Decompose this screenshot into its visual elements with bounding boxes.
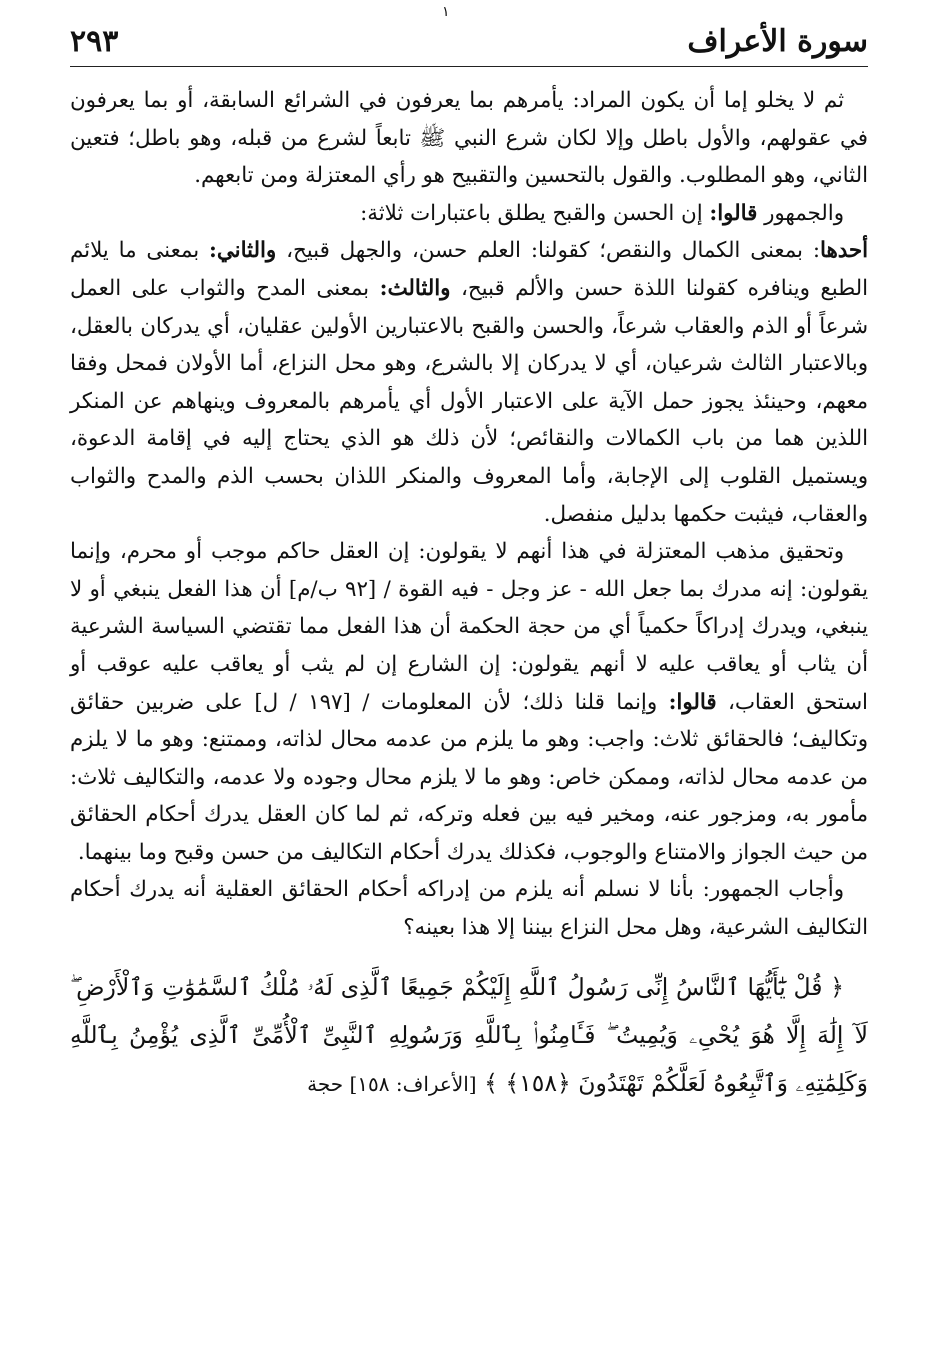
paragraph-2-text: إن الحسن والقبح يطلق باعتبارات ثلاثة: — [360, 200, 703, 226]
quran-quote — [70, 963, 868, 1108]
paragraph-3-text-b: بمعنى ما يلائم الطبع وينافره كقولنا اللذة حسن والألم قبيح، — [70, 238, 868, 301]
footnote-marker: ١ — [442, 4, 450, 20]
paragraph-2-lead: والجمهور — [764, 200, 844, 226]
quran-verse: ﴿ قُلْ يَٰٓأَيُّهَا ٱلنَّاسُ إِنِّى رَسُولُ ٱللَّهِ إِلَيْكُمْ جَمِيعًا ٱلَّذِى لَهُۥ مُلْكُ ٱلسَّمَٰوَٰتِ وَٱلْأَرْضِ ۖ لَآ إِلَٰهَ إِلَّا هُوَ يُحْىِۦ وَيُمِيتُ ۖ فَـَٔامِنُوا۟ بِٱللَّهِ وَرَسُولِهِ ٱلنَّبِىِّ ٱلْأُمِّىِّ ٱلَّذِى يُؤْمِنُ بِٱللَّهِ وَكَلِمَٰتِهِۦ وَٱتَّبِعُوهُ لَعَلَّكُمْ تَهْتَدُونَ ﴿١٥٨﴾ ﴾ — [70, 972, 868, 1097]
paragraph-5-text: وأجاب الجمهور: بأنا لا نسلم أنه يلزم من إدراكه أحكام الحقائق العقلية أنه يدرك أحكام التكاليف الشرعية، وهل محل النزاع بيننا إلا هذا بعينه؟ — [70, 877, 868, 941]
keyword-first: أحدها — [820, 238, 868, 264]
quran-reference: [الأعراف: ١٥٨] حجة — [307, 1071, 477, 1096]
paragraph-1 — [70, 82, 868, 195]
keyword-third: والثالث: — [379, 275, 451, 301]
paragraph-5 — [70, 871, 868, 946]
paragraph-4-text-a: وتحقيق مذهب المعتزلة في هذا أنهم لا يقولون: إن العقل حاكم موجب أو محرم، وإنما يقولون: إنه مدرك بما جعل الله - عز وجل - فيه القوة / [٩٢ ب/م] أن هذا الفعل ينبغي أو لا ينبغي، ويدرك إدراكاً حكمياً أي من حجة الحكمة أن هذا الفعل مما تقتضي السياسة الشرعية أن يثاب أو يعاقب عليه لا أنهم يقولون: إن الشارع إن لم يثب أو يعاقب عليه عوقب أو استحق العقاب، — [70, 539, 868, 715]
page-header — [70, 16, 868, 67]
paragraph-3-text-c: بمعنى المدح والثواب على العمل شرعاً أو الذم والعقاب شرعاً، والحسن والقبح بالاعتبارين الأولين عقليان، أي يدركان بالعقل، وبالاعتبار الثالث شرعيان، أي لا يدركان إلا بالشرع، وهو محل النزاع، أما الأولان فمحل وفقا معهم، وحينئذ يجوز حمل الآية على الاعتبار الأول أي يأمرهم بالمعروف وينهاهم عن المنكر اللذين هما من باب الكمالات والنقائص؛ لأن ذلك هو الذي يحتاج إليه في إقامة الدعوة، ويستميل القلوب إلى الإجابة، وأما المعروف والمنكر اللذان بحسب الذم والمدح والثواب والعقاب، فيثبت حكمها بدليل منفصل. — [70, 275, 868, 527]
paragraph-3-text-a: : بمعنى الكمال والنقص؛ كقولنا: العلم حسن، والجهل قبيح، — [286, 238, 821, 264]
surah-title: سورة الأعراف — [687, 24, 868, 59]
paragraph-1-text: ثم لا يخلو إما أن يكون المراد: يأمرهم بما يعرفون في الشرائع السابقة، أو بما يعرفون في عقولهم، والأول باطل وإلا لكان شرع النبي ﷺ تابعاً لشرع من قبله، وهو باطل؛ فتعين الثاني، وهو المطلوب. والقول بالتحسين والتقبيح هو رأي المعتزلة ومن تابعهم. — [70, 88, 868, 189]
page-body — [70, 82, 868, 1108]
page-number: ٢٩٣ — [70, 24, 119, 59]
paragraph-4-text-b: وإنما قلنا ذلك؛ لأن المعلومات / [١٩٧ / ل] على ضربين حقائق وتكاليف؛ فالحقائق ثلاث: واجب: وهو ما يلزم من عدمه محال لذاته، وممتنع: وهو ما لا يلزم من عدمه محال لذاته، وممكن خاص: وهو ما لا يلزم محال وجوده ولا عدمه، والتكاليف ثلاث: مأمور به، ومزجور عنه، ومخير فيه بين فعله وتركه، ثم لما كان العقل يدرك أحكام الحقائق من حيث الجواز والامتناع والوجوب، فكذلك يدرك أحكام التكاليف من حسن وقبح وما بينهما. — [70, 689, 868, 865]
keyword-second: والثاني: — [209, 238, 277, 264]
paragraph-2 — [70, 195, 868, 233]
paragraph-4-keyword: قالوا: — [668, 689, 717, 715]
paragraph-4 — [70, 533, 868, 871]
paragraph-3 — [70, 232, 868, 533]
paragraph-2-keyword: قالوا: — [709, 200, 758, 226]
